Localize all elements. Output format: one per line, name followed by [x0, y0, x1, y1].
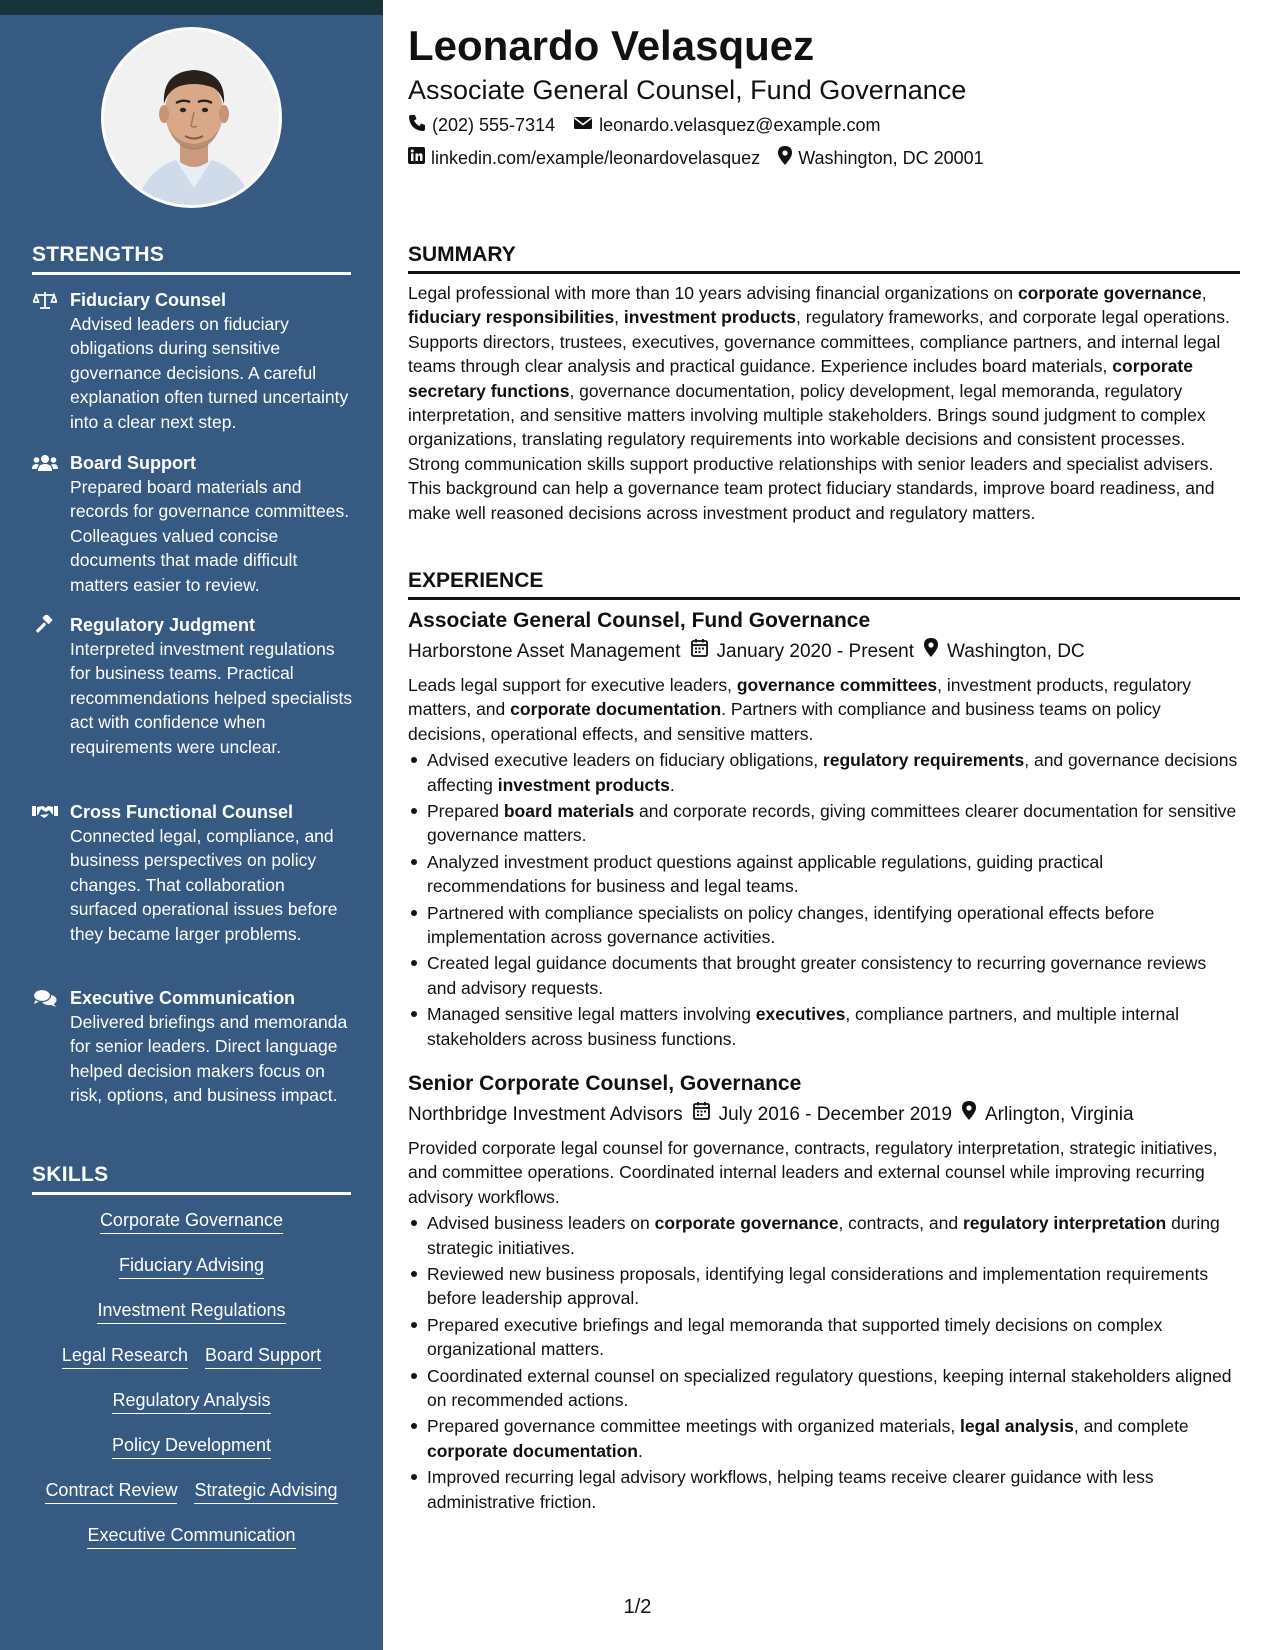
summary-text: Legal professional with more than 10 years advising financial organizations on corporate governance, fiduciary responsibilities, investment products, regulatory frameworks, and corporate legal operations. Supports directors, trustees, executives, governance committees, compliance partners, and internal legal teams through clear analysis and practical guidance. Experience includes board materials, corporate secretary functions, governance documentation, policy development, legal memoranda, regulatory interpretation, and sensitive matters involving multiple stakeholders. Brings sound judgment to complex organizations, translating regulatory requirements into workable decisions and consistent processes. Strong communication skills support productive relationships with senior leaders and specialist advisers. This background can help a governance team protect fiduciary standards, improve board readiness, and make well reasoned decisions across investment product and regulatory matters.	[408, 283, 1230, 523]
skill-tag: Board Support	[205, 1344, 321, 1369]
bullet-item: Prepared governance committee meetings with organized materials, legal analysis, and complete corporate documentation.	[408, 1414, 1240, 1463]
location-text: Washington, DC 20001	[798, 147, 984, 168]
skill-tag: Legal Research	[62, 1344, 188, 1369]
skill-tag: Contract Review	[45, 1479, 177, 1504]
bullet-item: Prepared board materials and corporate records, giving committees clearer documentation for sensitive governance matters.	[408, 799, 1240, 848]
job-description: Provided corporate legal counsel for governance, contracts, regulatory interpretation, strategic initiatives, and committee operations. Coordinated internal leaders and external counsel while improving recurring advisory workflows.	[408, 1138, 1218, 1207]
strength-text: Interpreted investment regulations for business teams. Practical recommendations helped specialists act with confidence when requirements were unclear.	[70, 639, 353, 757]
strength-title: Board Support	[70, 453, 196, 473]
strength-text: Delivered briefings and memoranda for senior leaders. Direct language helped decision makers focus on risk, options, and business impact.	[70, 1012, 348, 1106]
linkedin-icon	[408, 147, 425, 169]
job-bullets	[408, 748, 1240, 1051]
job-location	[962, 1100, 1134, 1130]
job-entry	[408, 1070, 1240, 1516]
job-dates-text: January 2020 - Present	[716, 641, 915, 662]
location-pin-icon	[778, 146, 792, 170]
job-location-text: Washington, DC	[947, 641, 1085, 662]
strength-text: Prepared board materials and records for governance committees. Colleagues valued concise documents that made difficult matters easier to review.	[70, 477, 350, 595]
strength-text: Advised leaders on fiduciary obligations during sensitive governance decisions. A careful explanation often turned uncertainty into a clear next step.	[70, 314, 349, 432]
job-title: Associate General Counsel, Fund Governance	[408, 609, 871, 632]
sidebar-top-bar	[0, 0, 383, 15]
skill-tag: Policy Development	[112, 1434, 271, 1459]
job-meta	[408, 637, 1240, 667]
location-pin-icon	[924, 637, 938, 667]
candidate-name: Leonardo Velasquez	[408, 22, 815, 69]
users-icon	[32, 453, 58, 473]
bullet-item: Advised business leaders on corporate governance, contracts, and regulatory interpretation during strategic initiatives.	[408, 1211, 1240, 1260]
envelope-icon	[573, 115, 593, 136]
bullet-item: Advised executive leaders on fiduciary obligations, regulatory requirements, and governance decisions affecting investment products.	[408, 748, 1240, 797]
skill-tag: Strategic Advising	[194, 1479, 337, 1504]
sidebar	[0, 0, 383, 1650]
scale-icon	[32, 290, 58, 310]
strength-item	[32, 613, 354, 759]
contact-row	[408, 114, 881, 137]
skill-tag: Fiduciary Advising	[119, 1254, 264, 1279]
skill-row	[0, 1524, 383, 1549]
phone-text: (202) 555-7314	[432, 115, 556, 135]
bullet-item: Analyzed investment product questions against applicable regulations, guiding practical recommendations for business and legal teams.	[408, 850, 1240, 899]
page-number	[0, 1596, 1275, 1619]
company-name: Northbridge Investment Advisors	[408, 1104, 683, 1125]
skill-row	[0, 1254, 383, 1279]
summary-heading: SUMMARY	[408, 243, 1240, 274]
skill-row	[0, 1299, 383, 1324]
company-name: Harborstone Asset Management	[408, 641, 681, 662]
chat-icon	[32, 988, 58, 1008]
strength-title: Cross Functional Counsel	[70, 802, 294, 822]
strength-item	[32, 986, 354, 1108]
job-description: Leads legal support for executive leaders, governance committees, investment products, regulatory matters, and corporate documentation. Partners with compliance and business teams on policy decisions, operational effects, and sensitive matters.	[408, 675, 1192, 744]
bullet-item: Coordinated external counsel on specialized regulatory questions, keeping internal stakeholders aligned on recommended actions.	[408, 1364, 1240, 1413]
skill-tag: Regulatory Analysis	[112, 1389, 270, 1414]
job-bullets	[408, 1211, 1240, 1514]
profile-photo	[101, 27, 282, 208]
location-contact	[778, 146, 983, 170]
experience-heading: EXPERIENCE	[408, 569, 1240, 600]
email-text[interactable]: leonardo.velasquez@example.com	[599, 115, 881, 135]
job-location	[924, 637, 1085, 667]
linkedin-text[interactable]: linkedin.com/example/leonardovelasquez	[431, 147, 761, 168]
bullet-item: Improved recurring legal advisory workflows, helping teams receive clearer guidance with less administrative friction.	[408, 1465, 1240, 1514]
job-meta	[408, 1100, 1240, 1130]
job-location-text: Arlington, Virginia	[985, 1104, 1134, 1125]
phone-contact	[408, 114, 555, 137]
bullet-item: Partnered with compliance specialists on policy changes, identifying operational effects before implementation across governance activities.	[408, 901, 1240, 950]
job-dates	[693, 1100, 952, 1130]
job-dates-text: July 2016 - December 2019	[718, 1104, 952, 1125]
bullet-item: Prepared executive briefings and legal memoranda that supported timely decisions on complex organizational matters.	[408, 1313, 1240, 1362]
page-number-text: 1/2	[623, 1596, 652, 1618]
skill-tag: Corporate Governance	[100, 1209, 283, 1234]
handshake-icon	[32, 802, 58, 822]
job-dates	[691, 637, 915, 667]
candidate-title: Associate General Counsel, Fund Governance	[408, 75, 967, 105]
strength-item	[32, 451, 354, 597]
skill-row	[0, 1389, 383, 1414]
contact-row	[408, 146, 984, 170]
gavel-icon	[32, 615, 58, 635]
strength-title: Regulatory Judgment	[70, 615, 256, 635]
location-pin-icon	[962, 1100, 976, 1130]
linkedin-contact	[408, 146, 760, 170]
strength-item	[32, 288, 354, 434]
skill-row	[0, 1434, 383, 1459]
calendar-icon	[693, 1100, 710, 1130]
skills-heading: SKILLS	[32, 1163, 351, 1195]
skill-row	[0, 1344, 383, 1369]
job-title: Senior Corporate Counsel, Governance	[408, 1072, 802, 1095]
bullet-item: Managed sensitive legal matters involving executives, compliance partners, and multiple internal stakeholders across business functions.	[408, 1002, 1240, 1051]
strength-text: Connected legal, compliance, and business perspectives on policy changes. That collaboration surfaced operational issues before they became larger problems.	[70, 826, 338, 944]
email-contact	[573, 114, 880, 137]
strengths-heading: STRENGTHS	[32, 243, 351, 275]
skill-tag: Investment Regulations	[97, 1299, 285, 1324]
strength-item	[32, 800, 354, 946]
skill-row	[0, 1209, 383, 1234]
skill-tag: Executive Communication	[87, 1524, 295, 1549]
bullet-item: Reviewed new business proposals, identifying legal considerations and implementation requirements before leadership approval.	[408, 1262, 1240, 1311]
strength-title: Executive Communication	[70, 988, 296, 1008]
calendar-icon	[691, 637, 708, 667]
bullet-item: Created legal guidance documents that brought greater consistency to recurring governance reviews and advisory requests.	[408, 951, 1240, 1000]
strength-title: Fiduciary Counsel	[70, 290, 227, 310]
phone-icon	[408, 114, 426, 137]
job-entry	[408, 607, 1240, 1053]
skill-row	[0, 1479, 383, 1504]
